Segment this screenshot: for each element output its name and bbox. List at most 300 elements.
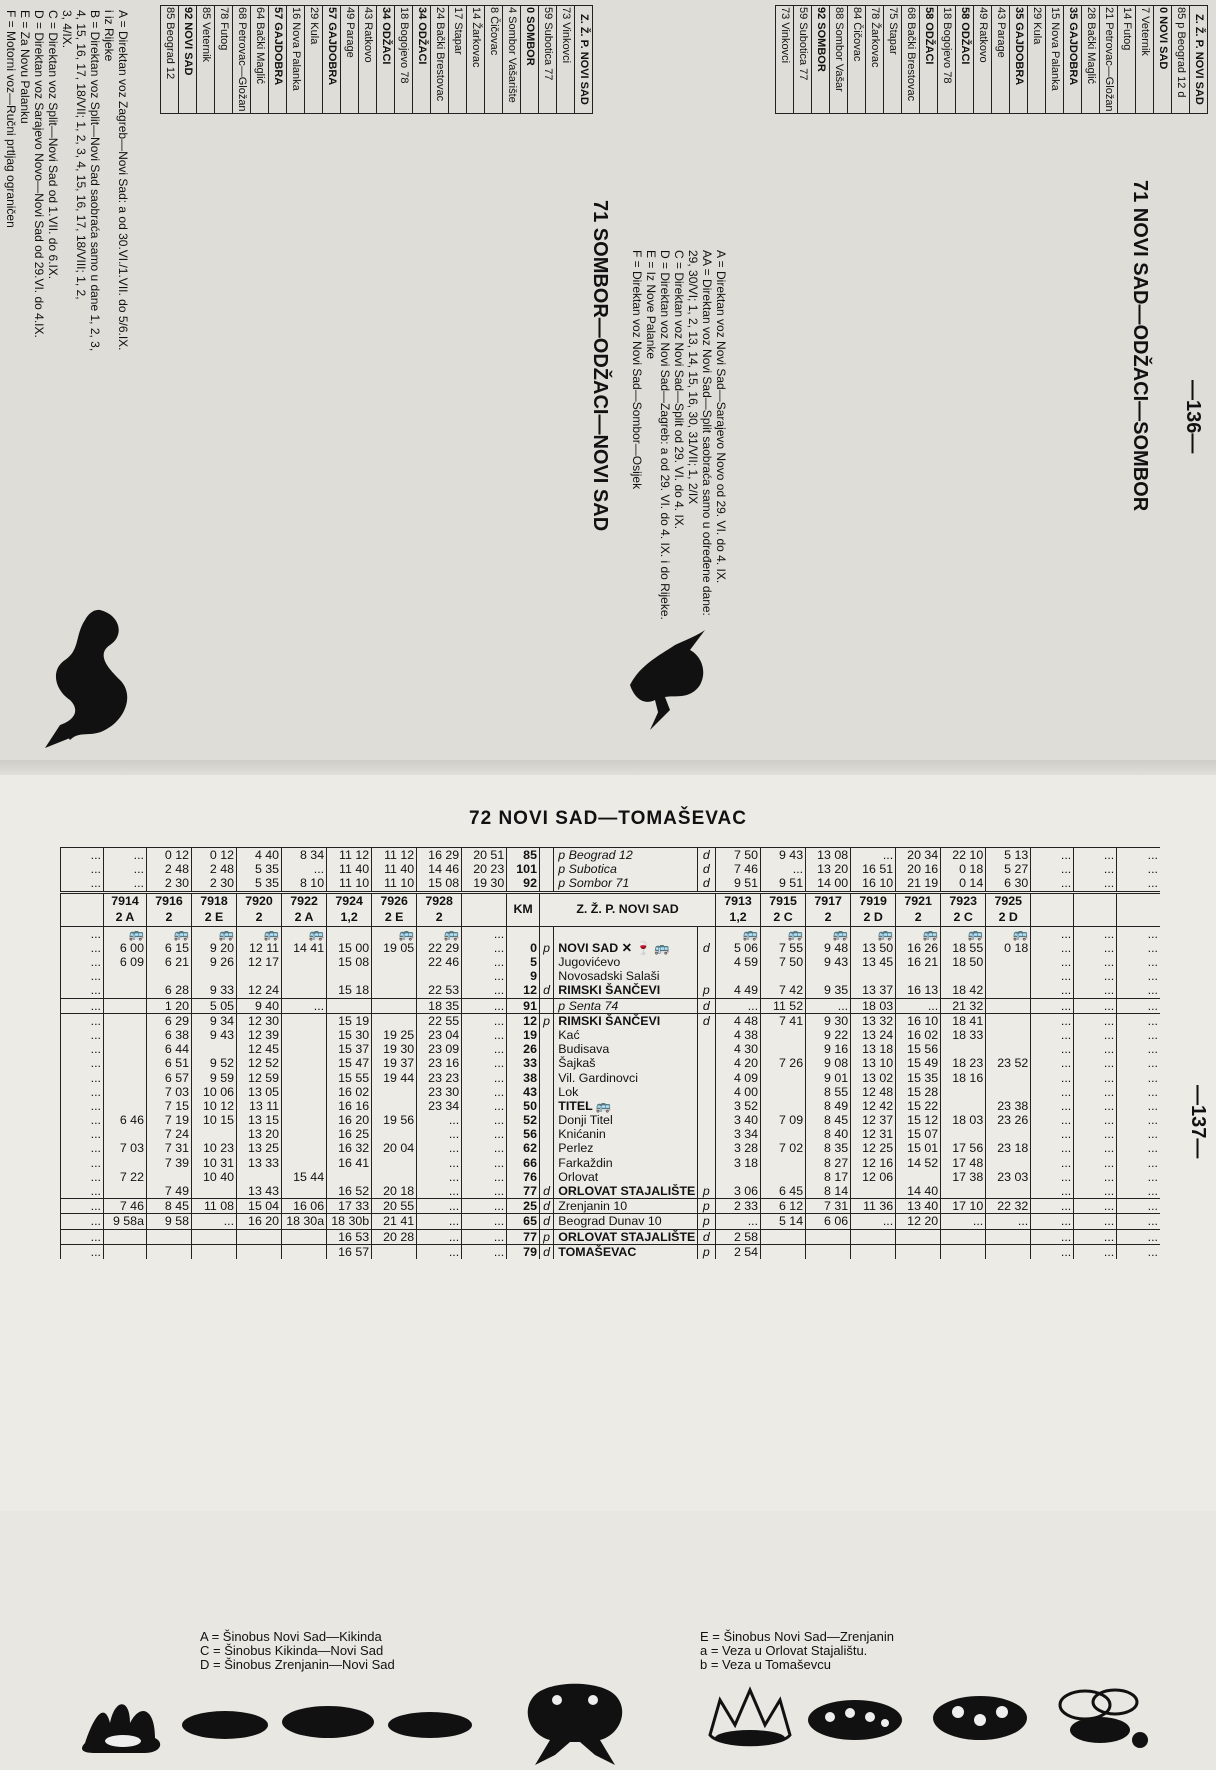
arr-dep-marker <box>539 1056 553 1070</box>
time-cell: 16 51 <box>851 862 896 876</box>
time-cell <box>192 969 237 983</box>
table-row <box>848 6 866 114</box>
station-name: 0 SOMBOR <box>521 6 539 114</box>
line71-reverse-title: 71 SOMBOR—ODŽACI—NOVI SAD <box>589 200 611 532</box>
train-class <box>462 910 507 927</box>
time-cell: 13 37 <box>851 983 896 998</box>
time-cell: 9 43 <box>806 955 851 969</box>
time-cell: 16 25 <box>327 1127 372 1141</box>
time-cell: 9 22 <box>806 1028 851 1042</box>
table-row <box>251 6 269 114</box>
time-cell: 16 20 <box>237 1214 282 1229</box>
table-row <box>1100 6 1118 114</box>
time-cell: 22 29 <box>417 941 462 955</box>
time-cell: ... <box>1031 1156 1074 1170</box>
time-cell: 2 33 <box>716 1199 761 1214</box>
time-cell: 12 20 <box>896 1214 941 1229</box>
time-cell: 15 56 <box>896 1042 941 1056</box>
train-class: 1,2 <box>716 910 761 927</box>
arr-dep-marker <box>539 1028 553 1042</box>
station-name: Donji Titel <box>554 1113 697 1127</box>
time-cell: 15 49 <box>896 1056 941 1070</box>
time-cell <box>986 1085 1031 1099</box>
footnote: F = Motorni voz—Ručni prtljag ograničen <box>4 10 18 228</box>
bus-icon: 🚌 <box>146 926 191 941</box>
km-cell: 65 <box>507 1214 540 1229</box>
station-name: 85 p Beograd 12 d <box>1172 6 1190 114</box>
station-name: 49 Ratkovo <box>974 6 992 114</box>
km-cell: 12 <box>507 1013 540 1028</box>
train-number <box>61 892 104 910</box>
time-cell: 23 38 <box>986 1099 1031 1113</box>
time-cell: 6 45 <box>761 1184 806 1199</box>
km-cell: 33 <box>507 1056 540 1070</box>
train-class <box>1031 910 1074 927</box>
time-cell: 13 02 <box>851 1070 896 1084</box>
station-name: 24 Bački Brestovac <box>431 6 449 114</box>
time-cell: 9 01 <box>806 1070 851 1084</box>
time-cell <box>146 969 191 983</box>
time-cell <box>761 1244 806 1259</box>
time-cell: 20 55 <box>372 1199 417 1214</box>
bus-icon: 🚌 <box>372 926 417 941</box>
time-cell: ... <box>61 1042 104 1056</box>
time-cell: ... <box>716 998 761 1013</box>
time-cell <box>103 1244 146 1259</box>
train-class: 2 D <box>851 910 896 927</box>
time-cell: ... <box>1031 1013 1074 1028</box>
train-number: 7915 <box>761 892 806 910</box>
time-cell <box>282 1244 327 1259</box>
train-number: 7926 <box>372 892 417 910</box>
time-cell: 22 32 <box>986 1199 1031 1214</box>
time-cell: 12 48 <box>851 1085 896 1099</box>
footnote: 4, 15, 16, 17, 18/VII; 1, 2, 3, 4, 15, 16, 17, 18/VIII; 1, 2, <box>74 10 88 300</box>
time-cell: 22 46 <box>417 955 462 969</box>
station-name: 35 GAJDOBRA <box>1010 6 1028 114</box>
time-cell: ... <box>462 1141 507 1155</box>
time-cell: ... <box>1074 955 1117 969</box>
arr-dep-marker: d <box>539 983 553 998</box>
time-cell: 5 35 <box>237 862 282 876</box>
time-cell: ... <box>417 1184 462 1199</box>
time-cell: ... <box>462 1042 507 1056</box>
time-cell: 9 59 <box>192 1070 237 1084</box>
table-row <box>61 1244 1161 1259</box>
station-name: 88 Sombor Vašar <box>830 6 848 114</box>
time-cell <box>941 1042 986 1056</box>
time-cell: 5 05 <box>192 998 237 1013</box>
time-cell: 16 26 <box>896 941 941 955</box>
bus-icon: 🚌 <box>851 926 896 941</box>
time-cell: ... <box>1117 862 1160 876</box>
time-cell: 17 38 <box>941 1170 986 1184</box>
time-cell <box>986 1042 1031 1056</box>
time-cell: 13 11 <box>237 1099 282 1113</box>
time-cell: ... <box>61 1199 104 1214</box>
time-cell: ... <box>282 998 327 1013</box>
time-cell <box>986 1156 1031 1170</box>
time-cell: 13 32 <box>851 1013 896 1028</box>
time-cell: ... <box>851 848 896 863</box>
page-number-137: —137— <box>1187 1085 1209 1159</box>
footnote: E = Za Novu Palanku <box>18 10 32 124</box>
time-cell: ... <box>1074 1070 1117 1084</box>
time-cell: 12 59 <box>237 1070 282 1084</box>
train-number: 7928 <box>417 892 462 910</box>
station-name: Lok <box>554 1085 697 1099</box>
station-name: 16 Nova Palanka <box>287 6 305 114</box>
footnote: C = Direktan voz Novi Sad—Split od 29. VI. do 4. IX. <box>672 250 686 530</box>
time-cell: 7 31 <box>806 1199 851 1214</box>
arr-dep-marker: p <box>697 1244 715 1259</box>
time-cell: 9 34 <box>192 1013 237 1028</box>
table-ref: 12 <box>615 848 633 863</box>
train-number: 7917 <box>806 892 851 910</box>
time-cell: 13 18 <box>851 1042 896 1056</box>
time-cell: ... <box>1117 1199 1160 1214</box>
time-cell: ... <box>1117 1070 1160 1084</box>
time-cell: 13 25 <box>237 1141 282 1155</box>
train-class: 2 D <box>986 910 1031 927</box>
bus-icon: 🚌 <box>103 926 146 941</box>
table-row <box>395 6 413 114</box>
time-cell: 9 58a <box>103 1214 146 1229</box>
blank-cell <box>697 926 715 941</box>
time-cell: 18 03 <box>851 998 896 1013</box>
km-cell: 12 <box>507 983 540 998</box>
table-row <box>866 6 884 114</box>
time-cell: ... <box>1117 941 1160 955</box>
time-cell: 13 15 <box>237 1113 282 1127</box>
time-cell: ... <box>896 998 941 1013</box>
time-cell: ... <box>417 1141 462 1155</box>
time-cell: ... <box>61 1214 104 1229</box>
leaf-icon <box>180 1705 270 1745</box>
time-cell <box>103 1184 146 1199</box>
arr-dep-marker: p <box>697 983 715 998</box>
table-row <box>61 1013 1161 1028</box>
arr-dep-marker: p <box>539 941 553 955</box>
train-number: 7924 <box>327 892 372 910</box>
time-cell: ... <box>1031 1028 1074 1042</box>
time-cell: 2 30 <box>192 876 237 892</box>
ladybug-icon <box>805 1695 905 1745</box>
time-cell: 5 27 <box>986 862 1031 876</box>
time-cell: ... <box>462 941 507 955</box>
time-cell: ... <box>1117 1099 1160 1113</box>
timetable-71-forward <box>775 5 1208 750</box>
time-cell <box>237 1229 282 1244</box>
time-cell: 6 29 <box>146 1013 191 1028</box>
time-cell: 15 08 <box>327 955 372 969</box>
time-cell: 15 28 <box>896 1085 941 1099</box>
time-cell: ... <box>61 848 104 863</box>
time-cell: ... <box>716 1214 761 1229</box>
arr-dep-marker <box>697 1085 715 1099</box>
time-cell: ... <box>1031 998 1074 1013</box>
time-cell <box>327 1170 372 1184</box>
station-name: 29 Kula <box>305 6 323 114</box>
lizard-icon <box>40 600 140 750</box>
time-cell <box>103 983 146 998</box>
station-name: 92 SOMBOR <box>812 6 830 114</box>
time-cell <box>282 1141 327 1155</box>
arr-dep-marker: p <box>697 1199 715 1214</box>
time-cell: ... <box>61 1156 104 1170</box>
bee-icon <box>1045 1680 1155 1760</box>
table-row <box>539 6 557 114</box>
station-name: 34 ODŽACI <box>413 6 431 114</box>
train-class: 2 A <box>282 910 327 927</box>
km-cell: 77 <box>507 1229 540 1244</box>
time-cell: 10 15 <box>192 1113 237 1127</box>
time-cell: ... <box>192 1214 237 1229</box>
table-row <box>377 6 395 114</box>
time-cell: 23 52 <box>986 1056 1031 1070</box>
km-cell: 92 <box>507 876 540 892</box>
time-cell <box>896 969 941 983</box>
time-cell: 6 21 <box>146 955 191 969</box>
table-row <box>61 1042 1161 1056</box>
station-name: 18 Bogojevo 78 <box>395 6 413 114</box>
time-cell: 9 51 <box>761 876 806 892</box>
time-cell: 13 45 <box>851 955 896 969</box>
legend-item: C = Šinobus Kikinda—Novi Sad <box>200 1643 384 1658</box>
time-cell: ... <box>417 1170 462 1184</box>
train-number: 7913 <box>716 892 761 910</box>
arr-dep-marker: d <box>697 1013 715 1028</box>
time-cell: 16 13 <box>896 983 941 998</box>
bird-icon <box>620 625 715 735</box>
table-row <box>269 6 287 114</box>
time-cell: 15 01 <box>896 1141 941 1155</box>
time-cell: ... <box>1031 1070 1074 1084</box>
time-cell <box>327 969 372 983</box>
time-cell <box>192 1229 237 1244</box>
time-cell <box>327 998 372 1013</box>
time-cell: 5 14 <box>761 1214 806 1229</box>
time-cell: ... <box>462 955 507 969</box>
bus-icon: 🚌 <box>282 926 327 941</box>
time-cell <box>851 1229 896 1244</box>
table-row <box>1046 6 1064 114</box>
table-row <box>61 848 1161 863</box>
time-cell: ... <box>462 969 507 983</box>
arr-dep-marker <box>697 1056 715 1070</box>
time-cell: ... <box>1074 1085 1117 1099</box>
time-cell: 2 30 <box>146 876 191 892</box>
time-cell: 12 24 <box>237 983 282 998</box>
footnote: B = Direktan voz Split—Novi Sad saobraća samo u dane 1, 2, 3, <box>88 10 102 352</box>
time-cell <box>896 1229 941 1244</box>
station-name: Šajkaš <box>554 1056 697 1070</box>
table-header: Z. Ž. P. NOVI SAD <box>1190 6 1208 114</box>
km-cell: 85 <box>507 848 540 863</box>
table-row <box>61 1085 1161 1099</box>
station-name: 29 Kula <box>1028 6 1046 114</box>
time-cell: 8 49 <box>806 1099 851 1113</box>
time-cell: ... <box>1031 862 1074 876</box>
time-cell: 18 03 <box>941 1113 986 1127</box>
time-cell: ... <box>61 1184 104 1199</box>
table-row <box>61 1214 1161 1229</box>
station-name: TOMAŠEVAC <box>554 1244 697 1259</box>
time-cell: ... <box>61 1028 104 1042</box>
time-cell: 7 15 <box>146 1099 191 1113</box>
station-name: 73 Vinkovci <box>776 6 794 114</box>
time-cell: 12 39 <box>237 1028 282 1042</box>
time-cell <box>282 955 327 969</box>
time-cell <box>761 1099 806 1113</box>
time-cell: 13 50 <box>851 941 896 955</box>
table-row <box>974 6 992 114</box>
time-cell <box>986 1229 1031 1244</box>
bus-icon: ... <box>462 926 507 941</box>
time-cell: 0 12 <box>192 848 237 863</box>
time-cell <box>103 1056 146 1070</box>
station-name: 85 Veternik <box>197 6 215 114</box>
footnote: AA = Direktan voz Novi Sad—Split saobraća samo u određene dane: <box>700 250 714 616</box>
legend-item: b = Veza u Tomaševcu <box>700 1657 831 1672</box>
time-cell: ... <box>1031 941 1074 955</box>
arr-dep-marker <box>539 848 553 863</box>
time-cell: ... <box>417 1199 462 1214</box>
footnote: D = Direktan voz Novi Sad—Zagreb: a od 29. VI. do 4. IX. i do Rijeke. <box>658 250 672 620</box>
bus-icon: 🚌 <box>192 926 237 941</box>
footnote: 3, 4/IX. <box>60 10 74 49</box>
time-cell: 6 51 <box>146 1056 191 1070</box>
arr-dep-marker <box>539 969 553 983</box>
time-cell: ... <box>61 983 104 998</box>
time-cell: 10 23 <box>192 1141 237 1155</box>
station-name: 7 Veternik <box>1136 6 1154 114</box>
time-cell: ... <box>61 955 104 969</box>
time-cell <box>941 969 986 983</box>
train-class <box>1117 910 1160 927</box>
time-cell: ... <box>417 1127 462 1141</box>
time-cell <box>282 983 327 998</box>
time-cell <box>192 1042 237 1056</box>
time-cell: ... <box>1074 983 1117 998</box>
time-cell: 16 10 <box>851 876 896 892</box>
km-cell: 43 <box>507 1085 540 1099</box>
time-cell: 10 31 <box>192 1156 237 1170</box>
table-row <box>233 6 251 114</box>
table-row <box>61 1056 1161 1070</box>
time-cell: 12 17 <box>237 955 282 969</box>
bus-icon: 🚌 <box>417 926 462 941</box>
time-cell: ... <box>61 1056 104 1070</box>
time-cell <box>372 955 417 969</box>
time-cell: 11 36 <box>851 1199 896 1214</box>
time-cell: ... <box>1074 1013 1117 1028</box>
time-cell <box>237 1244 282 1259</box>
station-name: RIMSKI ŠANČEVI <box>554 1013 697 1028</box>
time-cell: 7 50 <box>716 848 761 863</box>
table-row <box>61 1199 1161 1214</box>
time-cell: 13 20 <box>237 1127 282 1141</box>
time-cell: 23 26 <box>986 1113 1031 1127</box>
time-cell: ... <box>1074 998 1117 1013</box>
time-cell: ... <box>1117 848 1160 863</box>
time-cell <box>282 1229 327 1244</box>
time-cell <box>103 1229 146 1244</box>
time-cell: 15 47 <box>327 1056 372 1070</box>
train-number: 7921 <box>896 892 941 910</box>
station-name: 0 NOVI SAD <box>1154 6 1172 114</box>
arr-dep-marker <box>539 1141 553 1155</box>
table-row <box>61 1156 1161 1170</box>
station-name: 73 Vinkovci <box>557 6 575 114</box>
time-cell: ... <box>1117 1156 1160 1170</box>
time-cell: 12 31 <box>851 1127 896 1141</box>
time-cell <box>282 1070 327 1084</box>
time-cell <box>941 1085 986 1099</box>
time-cell: ... <box>61 1013 104 1028</box>
time-cell: 4 59 <box>716 955 761 969</box>
time-cell <box>372 1127 417 1141</box>
time-cell: 9 51 <box>716 876 761 892</box>
station-name: p Subotica <box>554 862 697 876</box>
time-cell: 11 12 <box>327 848 372 863</box>
time-cell <box>372 1085 417 1099</box>
station-name: p Beograd 12 <box>554 848 697 863</box>
time-cell: ... <box>462 1085 507 1099</box>
time-cell: 9 52 <box>192 1056 237 1070</box>
time-cell: ... <box>1031 969 1074 983</box>
time-cell: ... <box>103 862 146 876</box>
time-cell: ... <box>1074 941 1117 955</box>
time-cell: ... <box>1031 983 1074 998</box>
time-cell: 13 05 <box>237 1085 282 1099</box>
time-cell <box>103 1156 146 1170</box>
time-cell: 15 30 <box>327 1028 372 1042</box>
train-class: 2 <box>806 910 851 927</box>
time-cell <box>237 1170 282 1184</box>
bus-icon: ... <box>1117 926 1160 941</box>
time-cell: ... <box>462 1199 507 1214</box>
time-cell: ... <box>1117 1141 1160 1155</box>
time-cell: 6 12 <box>761 1199 806 1214</box>
km-cell: 66 <box>507 1156 540 1170</box>
time-cell <box>372 1156 417 1170</box>
blank-cell <box>554 926 697 941</box>
footnote: A = Direktan voz Novi Sad—Sarajevo Novo od 29. VI. do 4. IX. <box>714 250 728 584</box>
time-cell: ... <box>1074 1199 1117 1214</box>
station-name: 21 Petrovac—Gložan <box>1100 6 1118 114</box>
station-name: Novosadski Salaši <box>554 969 697 983</box>
time-cell: 13 33 <box>237 1156 282 1170</box>
km-cell: 38 <box>507 1070 540 1084</box>
time-cell: ... <box>1117 1028 1160 1042</box>
time-cell: ... <box>1031 1085 1074 1099</box>
time-cell: 4 30 <box>716 1042 761 1056</box>
train-number: 7914 <box>103 892 146 910</box>
table-row <box>938 6 956 114</box>
time-cell: 7 39 <box>146 1156 191 1170</box>
time-cell: 8 40 <box>806 1127 851 1141</box>
table-row <box>920 6 938 114</box>
time-cell: 23 09 <box>417 1042 462 1056</box>
time-cell: 2 58 <box>716 1229 761 1244</box>
arr-dep-marker: d <box>697 862 715 876</box>
time-cell <box>282 1156 327 1170</box>
time-cell: ... <box>1117 1085 1160 1099</box>
time-cell: 22 53 <box>417 983 462 998</box>
time-cell <box>372 1099 417 1113</box>
blank-cell <box>507 926 540 941</box>
